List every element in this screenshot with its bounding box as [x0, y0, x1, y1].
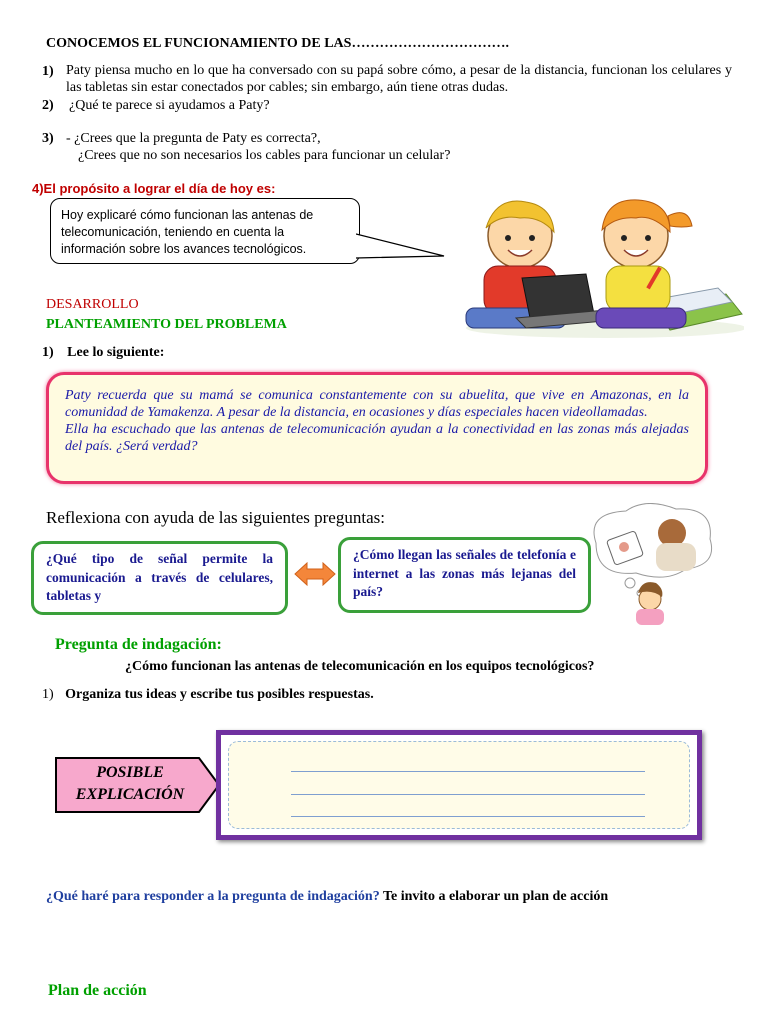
inquiry-question: ¿Cómo funcionan las antenas de telecomunicación en los equipos tecnológicos? — [125, 659, 595, 674]
answer-box[interactable] — [216, 730, 702, 840]
purpose-label: 4)El propósito a lograr el día de hoy es: — [32, 181, 276, 196]
item-text-line1: - ¿Crees que la pregunta de Paty es correcta?, — [66, 131, 321, 146]
inquiry-label: Pregunta de indagación: — [55, 636, 222, 653]
action-plan-heading: Plan de acción — [48, 982, 147, 999]
read-number: 1) — [42, 345, 54, 360]
item-text: Paty piensa mucho en lo que ha conversado con su papá sobre cómo, a pesar de la distancia, funcionan los celulares y las tabletas sin estar conectados por cables; sin embargo, aún tiene otras dudas. — [66, 63, 732, 95]
action-plan-invite: Te invito a elaborar un plan de acción — [379, 889, 609, 904]
reflect-title: Reflexiona con ayuda de las siguientes preguntas: — [46, 508, 385, 527]
intro-item-3 — [42, 130, 732, 164]
answer-line-2[interactable] — [291, 794, 645, 795]
item-number: 3) — [42, 131, 54, 146]
reading-paragraph-2: Ella ha escuchado que las antenas de telecomunicación ayudan a la conectividad en las zonas más alejadas del país. ¿Será verdad? — [65, 422, 689, 454]
possible-line-1: POSIBLE — [96, 764, 164, 781]
answer-line-3[interactable] — [291, 816, 645, 817]
reading-box — [46, 372, 708, 484]
item-number: 2) — [42, 98, 54, 113]
item-number: 1) — [42, 64, 54, 79]
read-label: Lee lo siguiente: — [67, 345, 165, 360]
speech-bubble-tail — [356, 228, 448, 268]
speech-bubble-text: Hoy explicaré cómo funcionan las antenas de telecomunicación, teniendo en cuenta la información sobre los avances tecnológicos. — [61, 208, 314, 256]
question-left-text: ¿Qué tipo de señal permite la comunicación a través de celulares, tabletas y — [46, 551, 273, 603]
page-title: CONOCEMOS EL FUNCIONAMIENTO DE LAS……………………………. — [46, 36, 509, 51]
thinking-girl-illustration — [586, 503, 718, 625]
read-instruction — [42, 345, 164, 361]
item-text-line2: ¿Crees que no son necesarios los cables para funcionar un celular? — [78, 148, 451, 163]
kids-laptop-illustration — [456, 196, 744, 340]
speech-bubble — [50, 198, 360, 264]
section-desarrollo: DESARROLLO — [46, 297, 139, 312]
organize-label: Organiza tus ideas y escribe tus posibles respuestas. — [65, 687, 374, 702]
question-box-right — [338, 537, 591, 613]
reading-paragraph-1: Paty recuerda que su mamá se comunica constantemente con su abuelita, que vive en Amazonas, en la comunidad de Yamakenza. A pesar de la distancia, en ocasiones y días especiales hacen videollamadas. — [65, 388, 689, 420]
intro-item-2 — [42, 97, 732, 114]
action-plan-question: ¿Qué haré para responder a la pregunta de indagación? — [46, 889, 380, 904]
item-text: ¿Qué te parece si ayudamos a Paty? — [69, 98, 270, 113]
organize-number: 1) — [42, 687, 54, 702]
answer-line-1[interactable] — [291, 771, 645, 772]
intro-item-1 — [42, 62, 732, 96]
organize-instruction — [42, 687, 374, 703]
section-planteamiento: PLANTEAMIENTO DEL PROBLEMA — [46, 317, 287, 332]
question-box-left — [31, 541, 288, 615]
double-arrow-icon — [293, 561, 337, 587]
answer-box-inner[interactable] — [228, 741, 690, 829]
action-plan-prompt — [46, 889, 608, 905]
possible-line-2: EXPLICACIÓN — [75, 786, 185, 803]
possible-explanation-label — [55, 757, 205, 813]
question-right-text: ¿Cómo llegan las señales de telefonía e internet a las zonas más lejanas del país? — [353, 547, 576, 599]
